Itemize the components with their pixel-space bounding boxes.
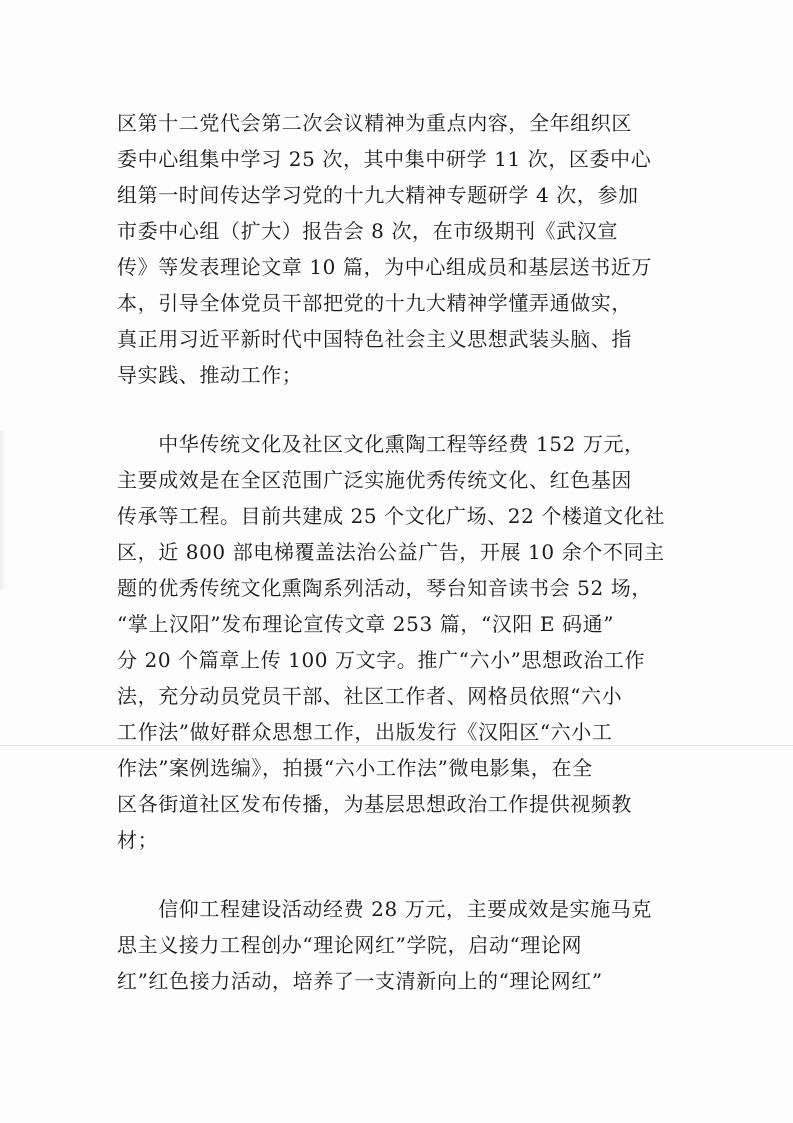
text-line: 导实践、推动工作； — [117, 363, 303, 387]
text-line: 分 20 个篇章上传 100 万文字。推广“六小”思想政治工作 — [117, 648, 646, 672]
text-line: 中华传统文化及社区文化熏陶工程等经费 152 万元， — [117, 432, 645, 456]
text-line: 区各街道社区发布传播，为基层思想政治工作提供视频教 — [117, 792, 632, 816]
text-line: 信仰工程建设活动经费 28 万元，主要成效是实施马克 — [117, 897, 652, 921]
scan-shadow — [0, 430, 6, 590]
paragraph-faith — [117, 891, 677, 999]
text-line: 传承等工程。目前共建成 25 个文化广场、22 个楼道文化社 — [117, 504, 665, 528]
text-line: 委中心组集中学习 25 次，其中集中研学 11 次，区委中心 — [117, 147, 652, 171]
paragraph-culture — [117, 426, 677, 858]
text-line: 传》等发表理论文章 10 篇，为中心组成员和基层送书近万 — [117, 255, 652, 279]
text-line: 区，近 800 部电梯覆盖法治公益广告，开展 10 余个不同主 — [117, 540, 665, 564]
text-line: 题的优秀传统文化熏陶系列活动，琴台知音读书会 52 场， — [117, 576, 652, 600]
text-line: “掌上汉阳”发布理论宣传文章 253 篇，“汉阳 E 码通” — [117, 612, 615, 636]
paragraph-gap — [117, 393, 677, 426]
text-line: 本，引导全体党员干部把党的十九大精神学懂弄通做实， — [117, 291, 632, 315]
document-body — [117, 105, 677, 999]
paragraph-study — [117, 105, 677, 393]
text-line: 红”红色接力活动，培养了一支清新向上的“理论网红” — [117, 969, 603, 993]
text-line: 材； — [117, 828, 159, 852]
text-line: 作法”案例选编》，拍摄“六小工作法”微电影集，在全 — [117, 756, 593, 780]
text-line: 真正用习近平新时代中国特色社会主义思想武装头脑、指 — [117, 327, 632, 351]
text-line: 组第一时间传达学习党的十九大精神专题研学 4 次，参加 — [117, 183, 639, 207]
text-line: 市委中心组（扩大）报告会 8 次，在市级期刊《武汉宣 — [117, 219, 619, 243]
text-line: 思主义接力工程创办“理论网红”学院，启动“理论网 — [117, 933, 583, 957]
text-line: 区第十二党代会第二次会议精神为重点内容，全年组织区 — [117, 111, 632, 135]
text-line: 主要成效是在全区范围广泛实施优秀传统文化、红色基因 — [117, 468, 632, 492]
text-line: 法，充分动员党员干部、社区工作者、网格员依照“六小 — [117, 684, 623, 708]
paragraph-gap — [117, 858, 677, 891]
text-line: 工作法”做好群众思想工作，出版发行《汉阳区“六小工 — [117, 720, 613, 744]
